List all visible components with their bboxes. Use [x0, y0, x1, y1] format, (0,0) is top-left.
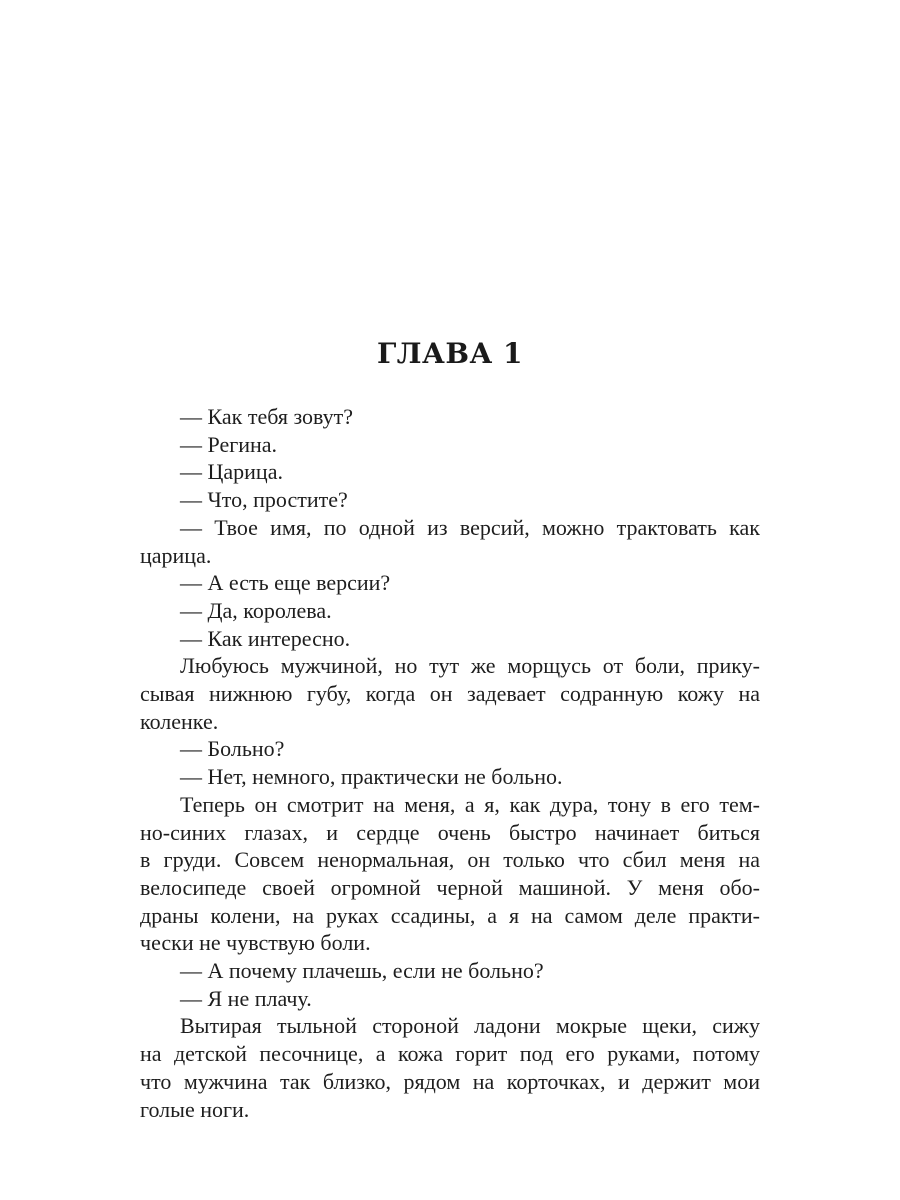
text-line: — Нет, немного, практически не больно. [180, 764, 563, 790]
chapter-heading: ГЛАВА 1 [376, 337, 524, 370]
body-text [140, 403, 760, 1123]
text-line: царица. [140, 542, 212, 568]
text-line: — Что, простите? [180, 487, 348, 513]
text-line: — Больно? [180, 736, 285, 762]
text-line: — А есть еще версии? [180, 570, 391, 596]
text-line: — Как тебя зовут? [180, 404, 354, 429]
text-line: Теперь он смотрит на меня, а я, как дура, тону в его тем- [180, 791, 760, 817]
text-line: в груди. Совсем ненормальная, он только что сбил меня на [140, 847, 760, 873]
text-line: чески не чувствую боли. [140, 930, 371, 956]
text-line: — Я не плачу. [180, 985, 312, 1011]
text-line: на детской песочнице, а кожа горит под его руками, потому [140, 1041, 760, 1067]
text-line: велосипеде своей огромной черной машиной. У меня обо- [140, 874, 760, 900]
text-line: коленке. [140, 708, 219, 734]
text-line: — Твое имя, по одной из версий, можно трактовать как [180, 514, 760, 540]
text-line: голые ноги. [140, 1096, 250, 1122]
text-line: Вытирая тыльной стороной ладони мокрые щеки, сижу [180, 1013, 760, 1039]
text-line: — Регина. [180, 431, 278, 457]
text-line: — Как интересно. [180, 625, 351, 651]
text-line: но-синих глазах, и сердце очень быстро начинает биться [140, 819, 760, 845]
text-line: Любуюсь мужчиной, но тут же морщусь от боли, прику- [180, 653, 760, 679]
text-line: драны колени, на руках ссадины, а я на самом деле практи- [140, 902, 760, 928]
text-line: — А почему плачешь, если не больно? [180, 958, 544, 984]
text-line: — Царица. [180, 459, 283, 485]
text-line: что мужчина так близко, рядом на корточках, и держит мои [140, 1068, 760, 1094]
text-line: — Да, королева. [180, 597, 332, 623]
text-line: сывая нижнюю губу, когда он задевает содранную кожу на [140, 681, 760, 707]
